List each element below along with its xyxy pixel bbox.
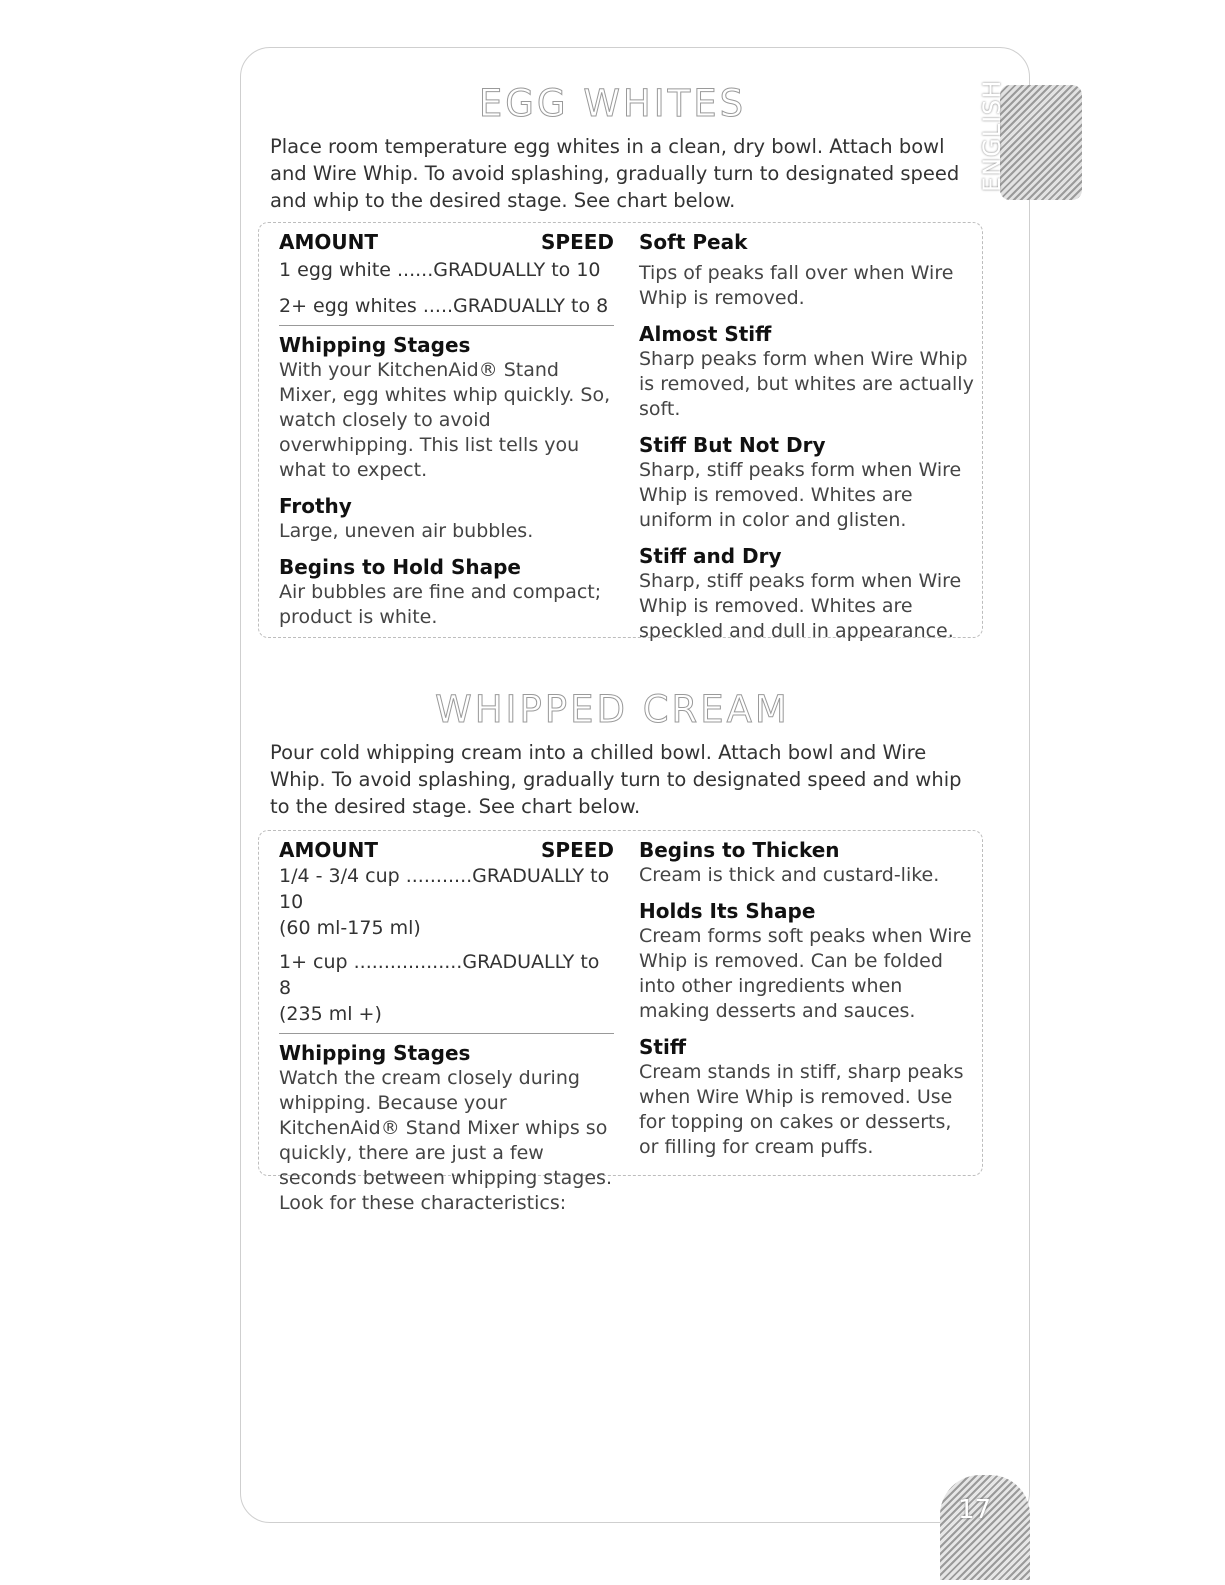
cream-row-1-metric: (60 ml-175 ml) [279,917,421,939]
egg-whites-header-row [279,229,614,255]
whipping-stages-intro: Watch the cream closely during whipping. Because your KitchenAid® Stand Mixer whips so quickly, there are just a few seconds between whipping stages. Look for these characteristics: [279,1067,612,1214]
whipped-cream-left-column [279,837,614,1216]
egg-whites-intro: Place room temperature egg whites in a clean, dry bowl. Attach bowl and Wire Whip. To avoid splashing, gradually turn to designated speed and whip to the desired stage. See chart below. [270,135,960,212]
page-number: 17 [958,1495,992,1525]
stage-desc: Large, uneven air bubbles. [279,520,534,542]
whipping-stages-title: Whipping Stages [279,1041,471,1065]
stage-title: Stiff and Dry [639,544,782,568]
cream-row-1: 1/4 - 3/4 cup ...........GRADUALLY to 10 [279,865,610,913]
whipped-cream-title: WHIPPED CREAM [435,688,790,731]
stage-desc: Air bubbles are fine and compact; product is white. [279,581,602,628]
divider [279,325,614,326]
whipped-cream-chart [258,830,983,1214]
cream-row-2-metric: (235 ml +) [279,1003,382,1025]
egg-whites-title: EGG WHITES [478,82,747,125]
stage-title: Almost Stiff [639,322,772,346]
page-number-tab [940,1475,1030,1580]
cream-row-2: 1+ cup ..................GRADUALLY to 8 [279,951,600,999]
stage-desc: Sharp, stiff peaks form when Wire Whip is removed. Whites are speckled and dull in appearance. [639,570,962,642]
divider [279,1033,614,1034]
egg-whites-chart [258,222,983,642]
stage-desc: Cream forms soft peaks when Wire Whip is removed. Can be folded into other ingredients when making desserts and sauces. [639,925,972,1022]
speed-header: SPEED [541,838,614,862]
stage-desc: Sharp, stiff peaks form when Wire Whip is removed. Whites are uniform in color and glisten. [639,459,962,531]
stage-title: Frothy [279,494,352,518]
whipping-stages-intro: With your KitchenAid® Stand Mixer, egg whites whip quickly. So, watch closely to avoid overwhipping. This list tells you what to expect. [279,359,611,481]
stage-desc: Cream is thick and custard-like. [639,864,940,886]
stage-title: Stiff [639,1035,687,1059]
amount-header: AMOUNT [279,838,379,862]
stage-desc: Cream stands in stiff, sharp peaks when Wire Whip is removed. Use for topping on cakes or desserts, or filling for cream puffs. [639,1061,964,1158]
language-tab-label: ENGLISH [978,79,1006,192]
egg-whites-right-column [639,229,974,644]
egg-whites-row-1: 1 egg white ......GRADUALLY to 10 [279,259,601,281]
stage-title: Begins to Hold Shape [279,555,521,579]
stage-desc: Sharp peaks form when Wire Whip is removed, but whites are actually soft. [639,348,974,420]
whipped-cream-right-column [639,837,974,1160]
amount-header: AMOUNT [279,230,379,254]
speed-header: SPEED [541,230,614,254]
stage-title: Stiff But Not Dry [639,433,826,457]
egg-whites-left-column [279,229,614,630]
whipped-cream-header-row [279,837,614,863]
whipping-stages-title: Whipping Stages [279,333,471,357]
egg-whites-row-2: 2+ egg whites .....GRADUALLY to 8 [279,295,609,317]
stage-title: Soft Peak [639,230,748,254]
stage-desc: Tips of peaks fall over when Wire Whip is removed. [639,262,954,309]
whipped-cream-intro: Pour cold whipping cream into a chilled bowl. Attach bowl and Wire Whip. To avoid splashing, gradually turn to designated speed and whip to the desired stage. See chart below. [270,741,962,818]
stage-title: Begins to Thicken [639,838,840,862]
stage-title: Holds Its Shape [639,899,816,923]
